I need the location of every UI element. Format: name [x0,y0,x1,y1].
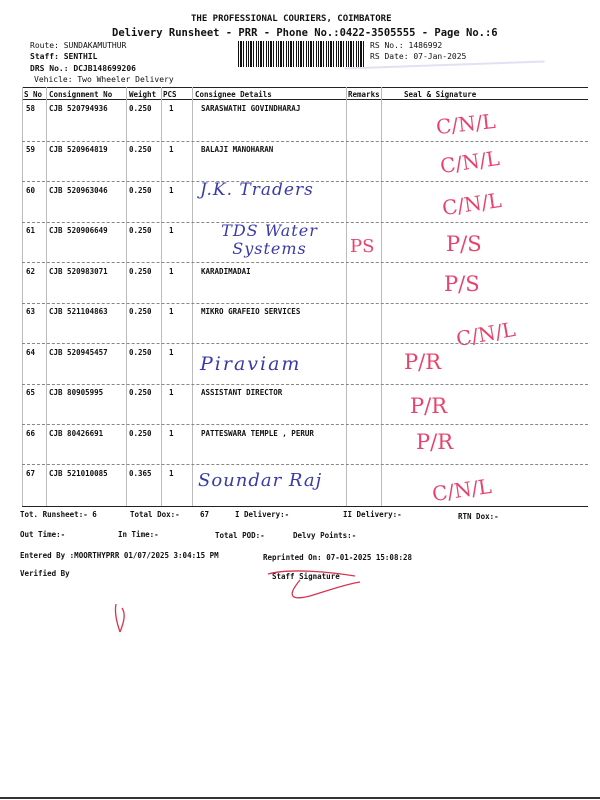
row-consignee: BALAJI MANOHARAN [201,145,274,154]
row-weight: 0.250 [129,429,152,438]
row-pcs: 1 [169,429,174,438]
row-divider [22,303,588,304]
row-sno: 61 [26,226,36,235]
row-consignee: PATTESWARA TEMPLE , PERUR [201,429,314,438]
row-divider [22,464,588,465]
row-weight: 0.250 [129,388,152,397]
row-pcs: 1 [169,267,174,276]
row-sno: 64 [26,348,36,357]
row-pcs: 1 [169,469,174,478]
in-time: In Time:- [118,530,159,539]
row-divider [22,141,588,142]
row-weight: 0.250 [129,104,152,113]
handwritten-consignee: Soundar Raj [198,470,323,491]
seal-mark: P/S [446,232,482,256]
seal-mark: P/R [416,430,454,454]
row-consignment: CJB 520945457 [49,348,108,357]
row-weight: 0.250 [129,145,152,154]
col-divider [46,87,47,507]
row-consignee: ASSISTANT DIRECTOR [201,388,283,397]
row-divider [22,424,588,425]
remarks-mark: PS [350,236,375,257]
table-bottom-rule [22,506,588,507]
row-pcs: 1 [169,388,174,397]
row-pcs: 1 [169,348,174,357]
row-weight: 0.250 [129,226,152,235]
col-divider [381,87,382,507]
seal-mark: C/N/L [430,473,493,507]
delvy-points: Delvy Points:- [293,531,357,540]
drs-number: DRS No.: DCJB148699206 [30,64,136,73]
tot-runsheet: Tot. Runsheet:- 6 [20,510,97,519]
row-pcs: 1 [169,226,174,235]
seal-mark: C/N/L [438,145,501,179]
total-pod: Total POD:- [215,531,265,540]
i-delivery: I Delivery:- [235,510,290,519]
seal-mark: P/R [404,350,442,374]
row-sno: 63 [26,307,36,316]
row-sno: 65 [26,388,36,397]
col-divider [126,87,127,507]
header-bottom-rule [22,99,588,100]
row-sno: 62 [26,267,36,276]
row-consignment: CJB 520794936 [49,104,108,113]
row-sno: 66 [26,429,36,438]
row-sno: 59 [26,145,36,154]
row-consignee: MIKRO GRAFEIO SERVICES [201,307,301,316]
row-sno: 58 [26,104,36,113]
col-divider [192,87,193,507]
staff-label: Staff: SENTHIL [30,52,98,61]
col-divider [22,87,23,507]
total-dox-value: 67 [200,510,210,519]
row-weight: 0.250 [129,348,152,357]
col-divider [161,87,162,507]
row-consignment: CJB 520964819 [49,145,108,154]
col-header-remarks: Remarks [348,90,380,99]
row-weight: 0.250 [129,307,152,316]
row-consignment: CJB 520983071 [49,267,108,276]
col-divider [346,87,347,507]
col-header-weight: Weight [129,90,157,99]
ii-delivery: II Delivery:- [343,510,402,519]
row-consignment: CJB 80426691 [49,429,104,438]
verifier-signature-scribble [108,600,148,640]
row-consignment: CJB 520963046 [49,186,108,195]
row-weight: 0.250 [129,186,152,195]
row-divider [22,384,588,385]
route-label: Route: SUNDAKAMUTHUR [30,41,127,50]
col-header-sno: S No [24,90,43,99]
col-header-pcs: PCS [163,90,177,99]
seal-mark: C/N/L [434,108,497,140]
row-divider [22,262,588,263]
row-divider [22,343,588,344]
row-consignee: SARASWATHI GOVINDHARAJ [201,104,301,113]
page-bottom-edge [0,797,600,799]
row-consignment: CJB 521010085 [49,469,108,478]
table-top-rule [22,87,588,88]
row-pcs: 1 [169,307,174,316]
runsheet-subtitle: Delivery Runsheet - PRR - Phone No.:0422-3505555 - Page No.:6 [112,27,498,39]
col-header-seal: Seal & Signature [404,90,477,99]
row-weight: 0.250 [129,267,152,276]
seal-mark: C/N/L [454,317,518,351]
row-weight: 0.365 [129,469,152,478]
row-pcs: 1 [169,145,174,154]
verified-by: Verified By [20,569,70,578]
row-consignment: CJB 80905995 [49,388,104,397]
entered-by: Entered By :MOORTHYPRR 01/07/2025 3:04:15 PM [20,551,219,560]
row-consignee: KARADIMADAI [201,267,251,276]
seal-mark: C/N/L [440,187,503,221]
seal-mark: P/R [410,394,448,418]
row-pcs: 1 [169,186,174,195]
row-sno: 67 [26,469,36,478]
col-header-consignee: Consignee Details [195,90,272,99]
staff-signature-label: Staff Signature [272,572,340,581]
handwritten-consignee: Piraviam [200,353,302,375]
handwritten-consignee: TDS Water Systems [221,221,318,258]
reprinted-on: Reprinted On: 07-01-2025 15:08:28 [263,553,413,562]
total-dox-label: Total Dox:- [130,510,180,519]
row-sno: 60 [26,186,36,195]
out-time: Out Time:- [20,530,66,539]
handwritten-consignee: J.K. Traders [200,180,314,200]
row-consignment: CJB 520906649 [49,226,108,235]
rtn-dox: RTN Dox:- [458,512,499,521]
faint-stamp [345,61,546,88]
col-header-consignment: Consignment No [49,90,113,99]
seal-mark: P/S [444,272,480,296]
barcode-image [238,41,364,67]
vehicle-label: Vehicle: Two Wheeler Delivery [34,75,174,84]
rs-date: RS Date: 07-Jan-2025 [370,52,467,61]
rs-number: RS No.: 1486992 [370,41,443,50]
row-pcs: 1 [169,104,174,113]
company-title: THE PROFESSIONAL COURIERS, COIMBATORE [191,14,392,24]
row-consignment: CJB 521104863 [49,307,108,316]
staff-signature-scribble [260,566,370,606]
